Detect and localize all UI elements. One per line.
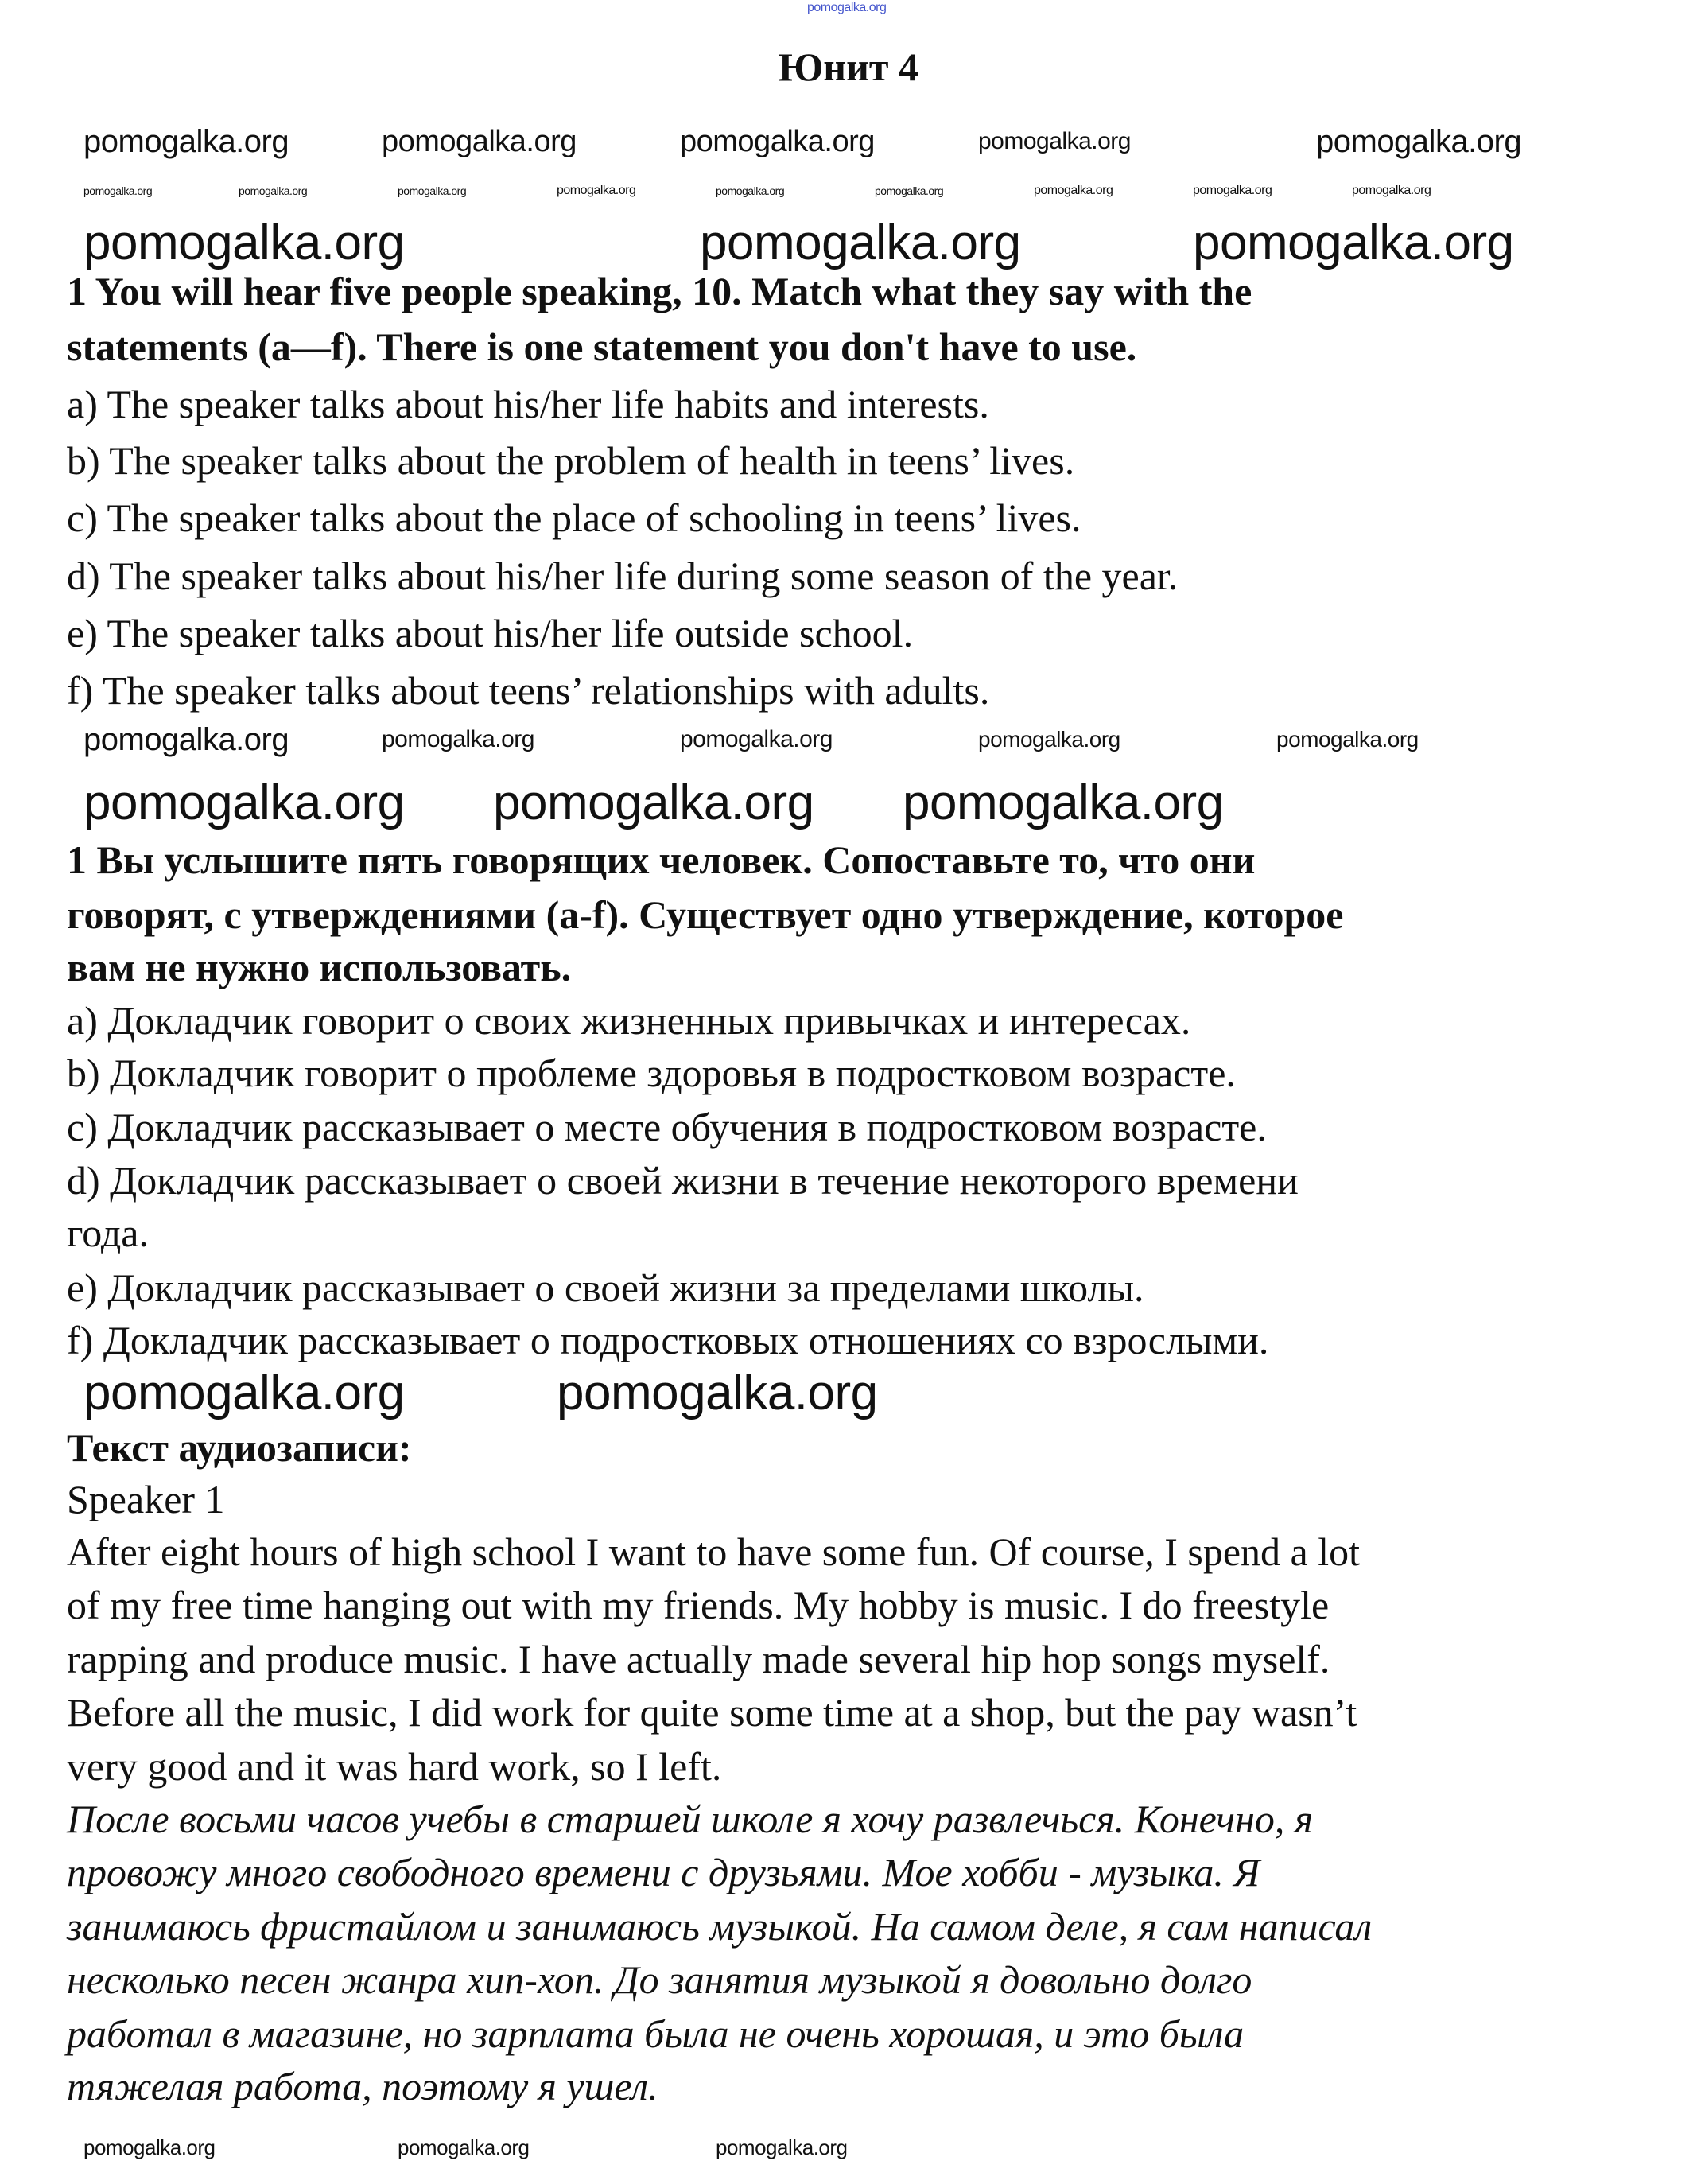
- watermark: pomogalka.org: [680, 125, 875, 158]
- watermark: pomogalka.org: [83, 1366, 405, 1420]
- watermark: pomogalka.org: [398, 185, 467, 197]
- watermark: pomogalka.org: [382, 726, 534, 752]
- statement-ru-d: d) Докладчик рассказывает о своей жизни в течение некоторого времени: [67, 1158, 1299, 1203]
- transcript-ru-line: тяжелая работа, поэтому я ушел.: [67, 2064, 658, 2108]
- watermark: pomogalka.org: [680, 726, 833, 752]
- page-title: Юнит 4: [779, 45, 918, 89]
- watermark: pomogalka.org: [398, 2135, 530, 2159]
- watermark: pomogalka.org: [557, 184, 636, 197]
- watermark: pomogalka.org: [716, 2135, 848, 2159]
- transcript-heading: Текст аудиозаписи:: [67, 1425, 412, 1470]
- transcript-ru-line: занимаюсь фристайлом и занимаюсь музыкой. На самом деле, я сам написал: [67, 1904, 1373, 1949]
- transcript-en-line: Before all the music, I did work for quite some time at a shop, but the pay wasn’t: [67, 1690, 1357, 1735]
- task-ru-heading-line: вам не нужно использовать.: [67, 945, 572, 989]
- statement-en-a: a) The speaker talks about his/her life habits and interests.: [67, 382, 989, 426]
- task-en-heading-line: 1 You will hear five people speaking, 10. Match what they say with the: [67, 269, 1252, 313]
- statement-en-b: b) The speaker talks about the problem of health in teens’ lives.: [67, 438, 1075, 483]
- watermark: pomogalka.org: [807, 1, 887, 14]
- watermark: pomogalka.org: [1193, 184, 1272, 197]
- transcript-ru-line: несколько песен жанра хип-хоп. До занятия музыкой я довольно долго: [67, 1957, 1252, 2002]
- statement-ru-b: b) Докладчик говорит о проблеме здоровья в подростковом возрасте.: [67, 1051, 1236, 1095]
- watermark: pomogalka.org: [83, 216, 405, 270]
- transcript-ru-line: После восьми часов учебы в старшей школе я хочу развлечься. Конечно, я: [67, 1797, 1314, 1841]
- watermark: pomogalka.org: [83, 2135, 216, 2159]
- watermark: pomogalka.org: [875, 185, 944, 197]
- task-ru-heading-line: говорят, с утверждениями (a-f). Существует одно утверждение, которое: [67, 892, 1344, 937]
- watermark: pomogalka.org: [83, 775, 405, 830]
- watermark: pomogalka.org: [1276, 727, 1419, 752]
- watermark: pomogalka.org: [83, 722, 289, 757]
- watermark: pomogalka.org: [700, 216, 1021, 270]
- watermark: pomogalka.org: [1193, 216, 1514, 270]
- transcript-ru-line: провожу много свободного времени с друзьями. Мое хобби - музыка. Я: [67, 1850, 1260, 1894]
- watermark: pomogalka.org: [493, 775, 814, 830]
- watermark: pomogalka.org: [1352, 184, 1431, 197]
- statement-ru-c: c) Докладчик рассказывает о месте обучения в подростковом возрасте.: [67, 1105, 1267, 1149]
- statement-ru-e: e) Докладчик рассказывает о своей жизни за пределами школы.: [67, 1265, 1144, 1310]
- watermark: pomogalka.org: [1316, 124, 1522, 159]
- watermark: pomogalka.org: [239, 185, 308, 197]
- statement-en-f: f) The speaker talks about teens’ relationships with adults.: [67, 668, 990, 713]
- watermark: pomogalka.org: [978, 128, 1131, 154]
- watermark: pomogalka.org: [903, 775, 1224, 830]
- transcript-en-line: very good and it was hard work, so I left.: [67, 1744, 722, 1789]
- transcript-ru-line: работал в магазине, но зарплата была не очень хорошая, и это была: [67, 2011, 1245, 2056]
- transcript-en-line: rapping and produce music. I have actually made several hip hop songs myself.: [67, 1637, 1330, 1681]
- task-ru-heading-line: 1 Вы услышите пять говорящих человек. Сопоставьте то, что они: [67, 837, 1256, 882]
- statement-en-d: d) The speaker talks about his/her life during some season of the year.: [67, 554, 1179, 598]
- statement-ru-a: a) Докладчик говорит о своих жизненных привычках и интересах.: [67, 998, 1191, 1043]
- watermark: pomogalka.org: [83, 185, 153, 197]
- watermark: pomogalka.org: [382, 125, 577, 158]
- watermark: pomogalka.org: [1034, 184, 1113, 197]
- watermark: pomogalka.org: [83, 124, 289, 159]
- task-en-heading-line: statements (a—f). There is one statement you don't have to use.: [67, 324, 1137, 369]
- watermark: pomogalka.org: [978, 727, 1120, 752]
- watermark: pomogalka.org: [557, 1366, 878, 1420]
- statement-ru-d-cont: года.: [67, 1211, 149, 1255]
- watermark: pomogalka.org: [716, 185, 785, 197]
- transcript-en-line: After eight hours of high school I want to have some fun. Of course, I spend a lot: [67, 1529, 1361, 1574]
- transcript-en-line: of my free time hanging out with my friends. My hobby is music. I do freestyle: [67, 1583, 1330, 1627]
- statement-ru-f: f) Докладчик рассказывает о подростковых отношениях со взрослыми.: [67, 1318, 1269, 1362]
- statement-en-e: e) The speaker talks about his/her life outside school.: [67, 611, 914, 655]
- speaker-label: Speaker 1: [67, 1477, 225, 1521]
- statement-en-c: c) The speaker talks about the place of schooling in teens’ lives.: [67, 495, 1081, 540]
